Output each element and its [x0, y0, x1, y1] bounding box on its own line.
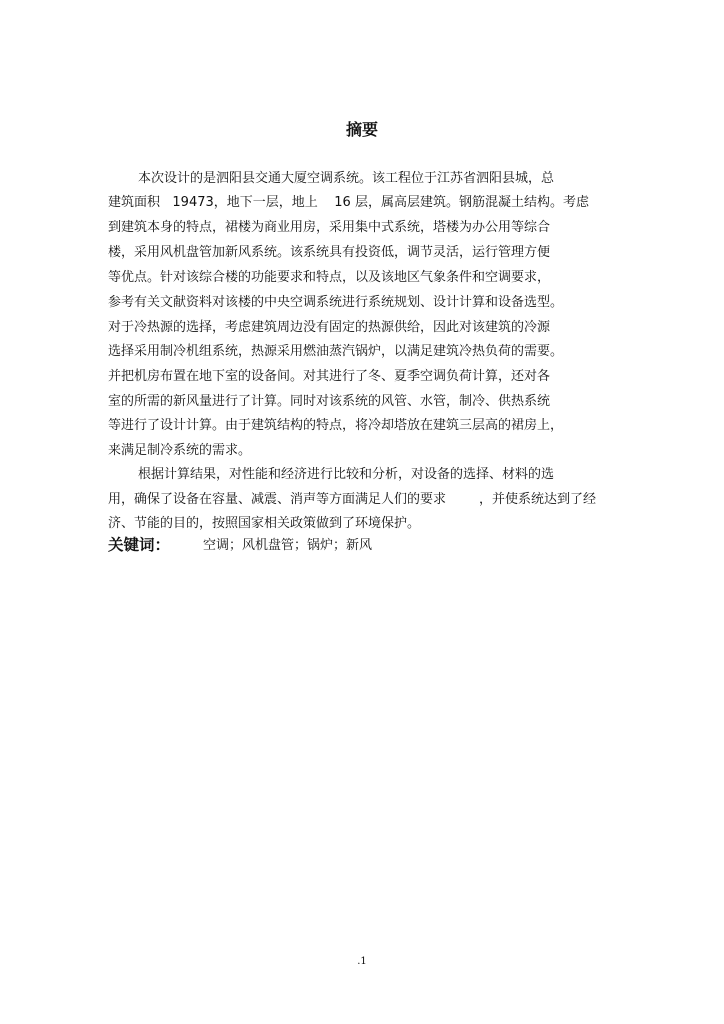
paragraph-line: 到建筑本身的特点，裙楼为商业用房，采用集中式系统，塔楼为办公用等综合 — [108, 220, 551, 235]
paragraph-line: 参考有关文献资料对该楼的中央空调系统进行系统规划、设计计算和设备选型。 — [108, 295, 564, 310]
paragraph-line: 济、节能的目的，按照国家相关政策做到了环境保护。 — [108, 516, 421, 531]
paragraph-line: 并把机房布置在地下室的设备间。对其进行了冬、夏季空调负荷计算，还对各 — [108, 369, 551, 384]
paragraph-line: 来满足制冷系统的需求。 — [108, 443, 252, 458]
paragraph-line: 等进行了设计计算。由于建筑结构的特点，将冷却塔放在建筑三层高的裙房上， — [108, 418, 564, 433]
paragraph-line: 楼，采用风机盘管加新风系统。该系统具有投资低，调节灵活，运行管理方便 — [108, 245, 551, 260]
page-number: .1 — [357, 956, 367, 967]
paragraph-line: 对于冷热源的选择，考虑建筑周边没有固定的热源供给，因此对该建筑的冷源 — [108, 320, 551, 335]
paragraph-line: 选择采用制冷机组系统，热源采用燃油蒸汽锅炉，以满足建筑冷热负荷的需要。 — [108, 344, 564, 359]
page-title: 摘要 — [345, 120, 378, 139]
paragraph-line: 建筑面积 19473，地下一层，地上 16 层，属高层建筑。钢筋混凝土结构。考虑 — [108, 195, 589, 210]
paragraph-line: 本次设计的是泗阳县交通大厦空调系统。该工程位于江苏省泗阳县城，总 — [138, 171, 555, 186]
paragraph-line: 等优点。针对该综合楼的功能要求和特点，以及该地区气象条件和空调要求， — [108, 270, 551, 285]
paragraph-line: 根据计算结果，对性能和经济进行比较和分析，对设备的选择、材料的选 — [138, 467, 555, 482]
paragraph-line: 用，确保了设备在容量、减震、消声等方面满足人们的要求 ，并使系统达到了经 — [108, 492, 597, 507]
paragraph-line: 室的所需的新风量进行了计算。同时对该系统的风管、水管，制冷、供热系统 — [108, 394, 551, 409]
keywords-label: 关键词： — [108, 536, 171, 554]
keywords-value: 空调；风机盘管；锅炉；新风 — [203, 538, 373, 553]
